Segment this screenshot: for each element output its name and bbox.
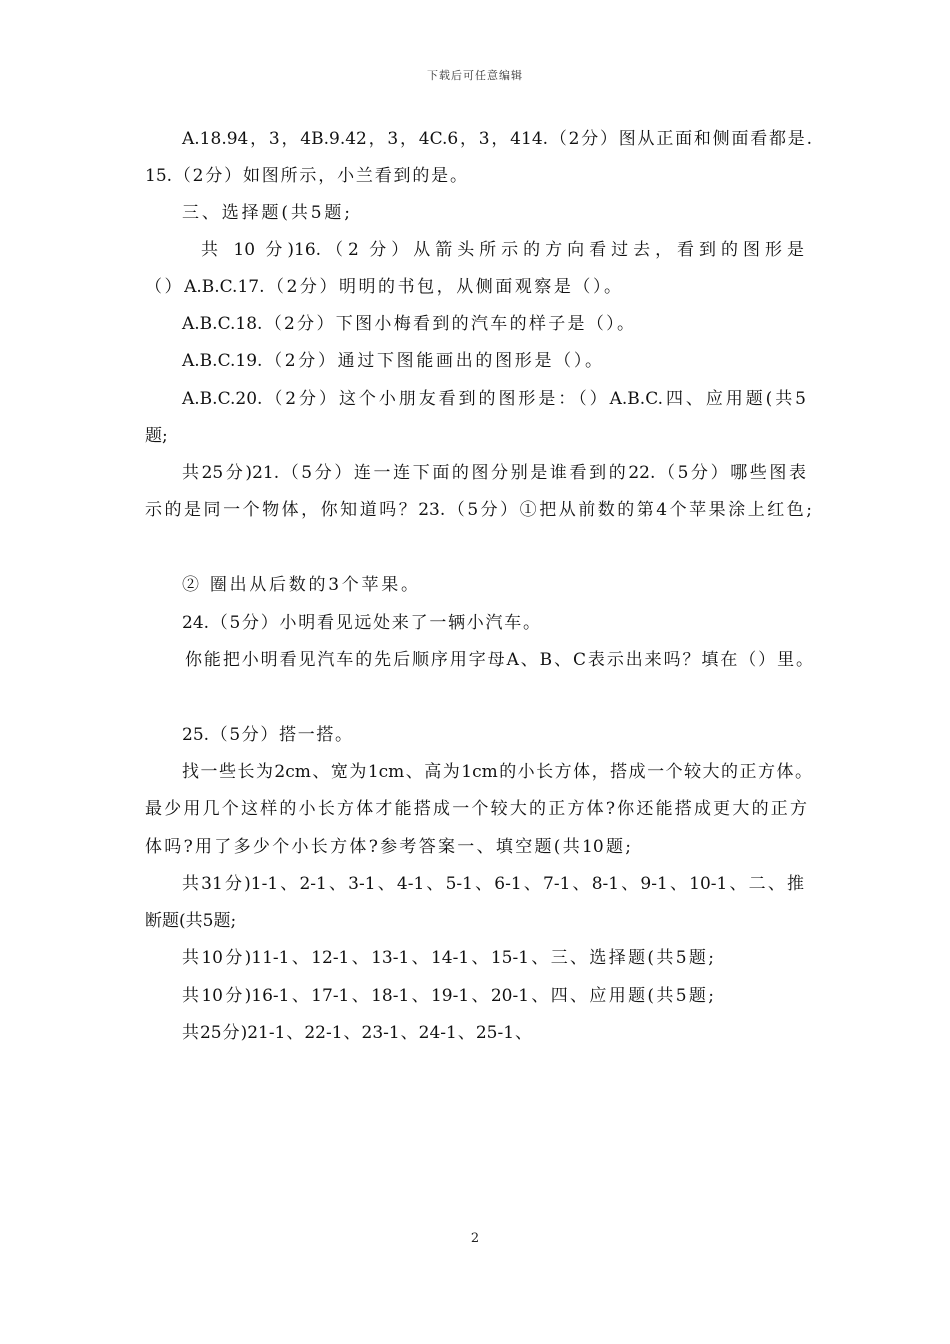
text-line: 共31分)1-1、2-1、3-1、4-1、5-1、6-1、7-1、8-1、9-1、10-1、二、推 <box>182 874 804 894</box>
text-line: 题; <box>145 426 168 446</box>
text-line: 示的是同一个物体，你知道吗？23.（5分）①把从前数的第4个苹果涂上红色; <box>145 500 812 520</box>
text-line: 共25分)21-1、22-1、23-1、24-1、25-1、 <box>182 1023 532 1043</box>
text-line: （）A.B.C.17.（2分）明明的书包，从侧面观察是（）。 <box>145 277 621 297</box>
text-line: 最少用几个这样的小长方体才能搭成一个较大的正方体?你还能搭成更大的正方 <box>145 799 807 819</box>
page-header: 下载后可任意编辑 <box>427 69 523 82</box>
text-line: 体吗?用了多少个小长方体?参考答案一、填空题(共10题; <box>145 837 631 857</box>
text-line: A.B.C.20.（2分）这个小朋友看到的图形是：（）A.B.C.四、应用题(共5 <box>182 389 806 409</box>
text-line: 找一些长为2cm、宽为1cm、高为1cm的小长方体，搭成一个较大的正方体。 <box>182 762 812 782</box>
text-line: A.B.C.18.（2分）下图小梅看到的汽车的样子是（）。 <box>182 314 634 334</box>
text-line: 共10分)16-1、17-1、18-1、19-1、20-1、四、应用题(共5题; <box>182 986 714 1006</box>
text-line: 你能把小明看见汽车的先后顺序用字母A、B、C表示出来吗？填在（）里。 <box>185 650 813 670</box>
text-line: 共 10 分)16.（2 分）从箭头所示的方向看过去，看到的图形是 <box>201 240 804 260</box>
text-line: 断题(共5题; <box>145 911 237 931</box>
text-line: A.B.C.19.（2分）通过下图能画出的图形是（）。 <box>182 351 602 371</box>
text-line: A.18.94，3，4B.9.42，3，4C.6，3，414.（2分）图从正面和侧面看都是. <box>182 129 812 149</box>
text-line: 共25分)21.（5分）连一连下面的图分别是谁看到的22.（5分）哪些图表 <box>182 463 806 483</box>
text-line: 24.（5分）小明看见远处来了一辆小汽车。 <box>182 613 540 633</box>
text-line: 共10分)11-1、12-1、13-1、14-1、15-1、三、选择题(共5题; <box>182 948 714 968</box>
page-number: 2 <box>470 1231 480 1246</box>
text-line: 15.（2分）如图所示，小兰看到的是。 <box>145 166 467 186</box>
text-line: 25.（5分）搭一搭。 <box>182 725 352 745</box>
text-line: ② 圈出从后数的3个苹果。 <box>182 575 418 595</box>
text-line: 三、选择题(共5题; <box>182 203 350 223</box>
